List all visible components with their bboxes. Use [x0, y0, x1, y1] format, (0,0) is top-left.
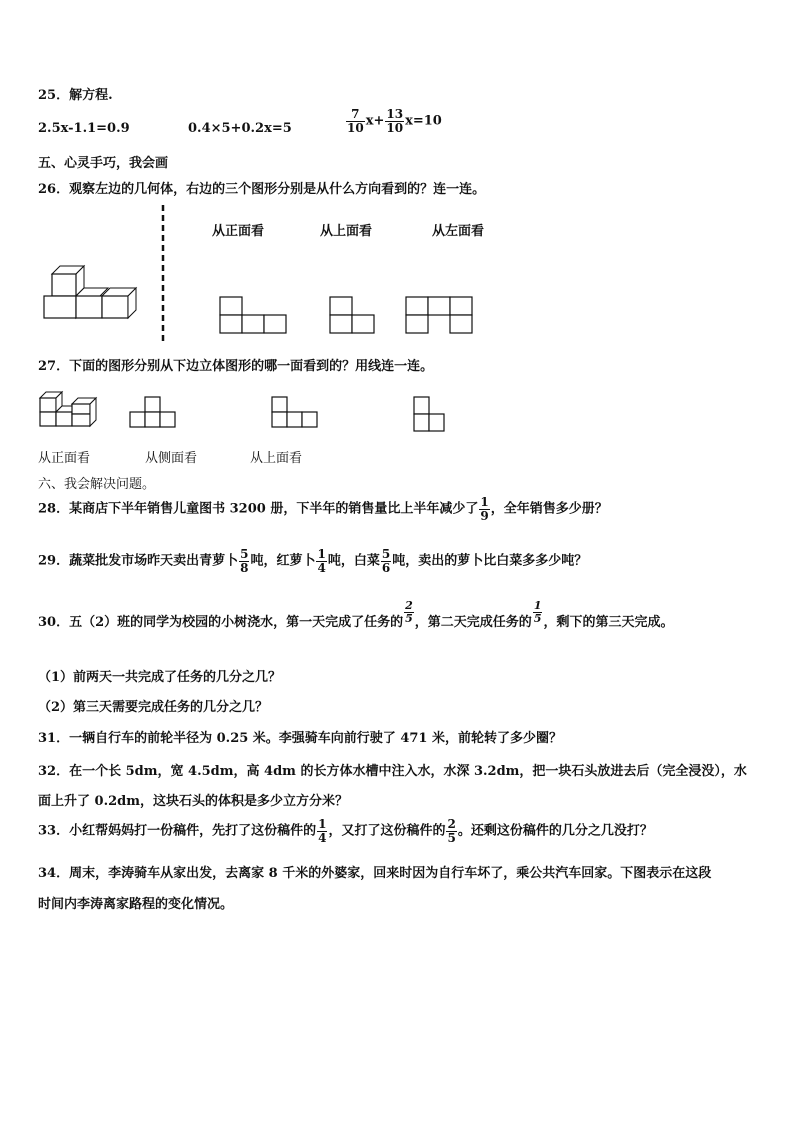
q25-equation-1: 2.5x-1.1=0.9	[38, 121, 130, 136]
q26-label-front: 从正面看	[212, 224, 265, 239]
q30-sub-1: （1）前两天一共完成了任务的几分之几？	[38, 670, 282, 685]
fraction: $\frac{2}{5}$	[447, 817, 456, 845]
q26-view-1	[220, 297, 288, 335]
fraction: $\frac{1}{4}$	[317, 547, 326, 575]
q25-title: 25．解方程.	[38, 88, 113, 103]
fraction: $\frac{1}{9}$	[480, 495, 489, 523]
q34-line-2: 时间内李涛离家路程的变化情况。	[38, 897, 234, 912]
q31-text: 31．一辆自行车的前轮半径为 0.25 米。李强骑车向前行驶了 471 米，前轮转了多少圈？	[38, 731, 562, 746]
q26-view-3	[406, 297, 474, 335]
q32-line-1: 32．在一个长 5dm，宽 4.5dm，高 4dm 的长方体水槽中注入水，水深 3.2dm，把一块石头放进去后（完全浸没），水	[38, 764, 747, 779]
q25-equation-2: 0.4×5+0.2x=5	[188, 121, 292, 136]
section-5-heading: 五、心灵手巧，我会画	[38, 156, 169, 171]
fraction: $\frac{1}{4}$	[318, 817, 327, 845]
q26-solid-figure	[44, 262, 140, 322]
q27-view-2	[272, 397, 320, 431]
q26-label-top: 从上面看	[320, 224, 373, 239]
q27-view-3	[414, 397, 448, 433]
fraction: $\frac{5}{8}$	[240, 547, 249, 575]
fraction: $\frac{2}{5}$	[405, 599, 413, 625]
q28-text: 28．某商店下半年销售儿童图书 3200 册，下半年的销售量比上半年减少了 $\frac{1}{9}$ ，全年销售多少册？	[38, 495, 608, 523]
q27-solid-figure	[40, 390, 102, 430]
fraction: $\frac{13}{10}$	[386, 107, 404, 135]
q27-label-side: 从侧面看	[145, 451, 198, 466]
q25-equation-3: $\frac{7}{10}$ x+ $\frac{13}{10}$ x=10	[347, 107, 442, 135]
q26-view-2	[330, 297, 376, 335]
q30-sub-2: （2）第三天需要完成任务的几分之几？	[38, 700, 269, 715]
dashed-divider	[160, 205, 166, 345]
q33-text: 33．小红帮妈妈打一份稿件，先打了这份稿件的 $\frac{1}{4}$ ，又打了这份稿件的 $\frac{2}{5}$ 。还剩这份稿件的几分之几没打？	[38, 817, 653, 845]
q27-label-front: 从正面看	[38, 451, 91, 466]
section-6-heading: 六、我会解决问题。	[38, 477, 156, 492]
q29-text: 29．蔬菜批发市场昨天卖出青萝卜 $\frac{5}{8}$ 吨，红萝卜 $\frac{1}{4}$ 吨，白菜 $\frac{5}{6}$ 吨，卖出的萝卜比白菜多多少吨？	[38, 547, 588, 575]
q27-label-top: 从上面看	[250, 451, 303, 466]
fraction: $\frac{7}{10}$	[347, 107, 364, 135]
q26-text: 26．观察左边的几何体，右边的三个图形分别是从什么方向看到的？连一连。	[38, 182, 486, 197]
fraction: $\frac{1}{5}$	[533, 599, 542, 625]
q32-line-2: 面上升了 0.2dm，这块石头的体积是多少立方分米？	[38, 794, 348, 809]
q27-view-1	[130, 397, 178, 431]
q30-text: 30．五（2）班的同学为校园的小树浇水，第一天完成了任务的 $\frac{2}{5}$ ，第二天完成任务的 $\frac{1}{5}$ ，剩下的第三天完成。	[38, 599, 674, 631]
q34-line-1: 34．周末，李涛骑车从家出发，去离家 8 千米的外婆家，回来时因为自行车坏了，乘公共汽车回家。下图表示在这段	[38, 866, 712, 881]
q26-label-left: 从左面看	[432, 224, 485, 239]
q27-text: 27．下面的图形分别从下边立体图形的哪一面看到的？用线连一连。	[38, 359, 434, 374]
fraction: $\frac{5}{6}$	[381, 547, 391, 575]
